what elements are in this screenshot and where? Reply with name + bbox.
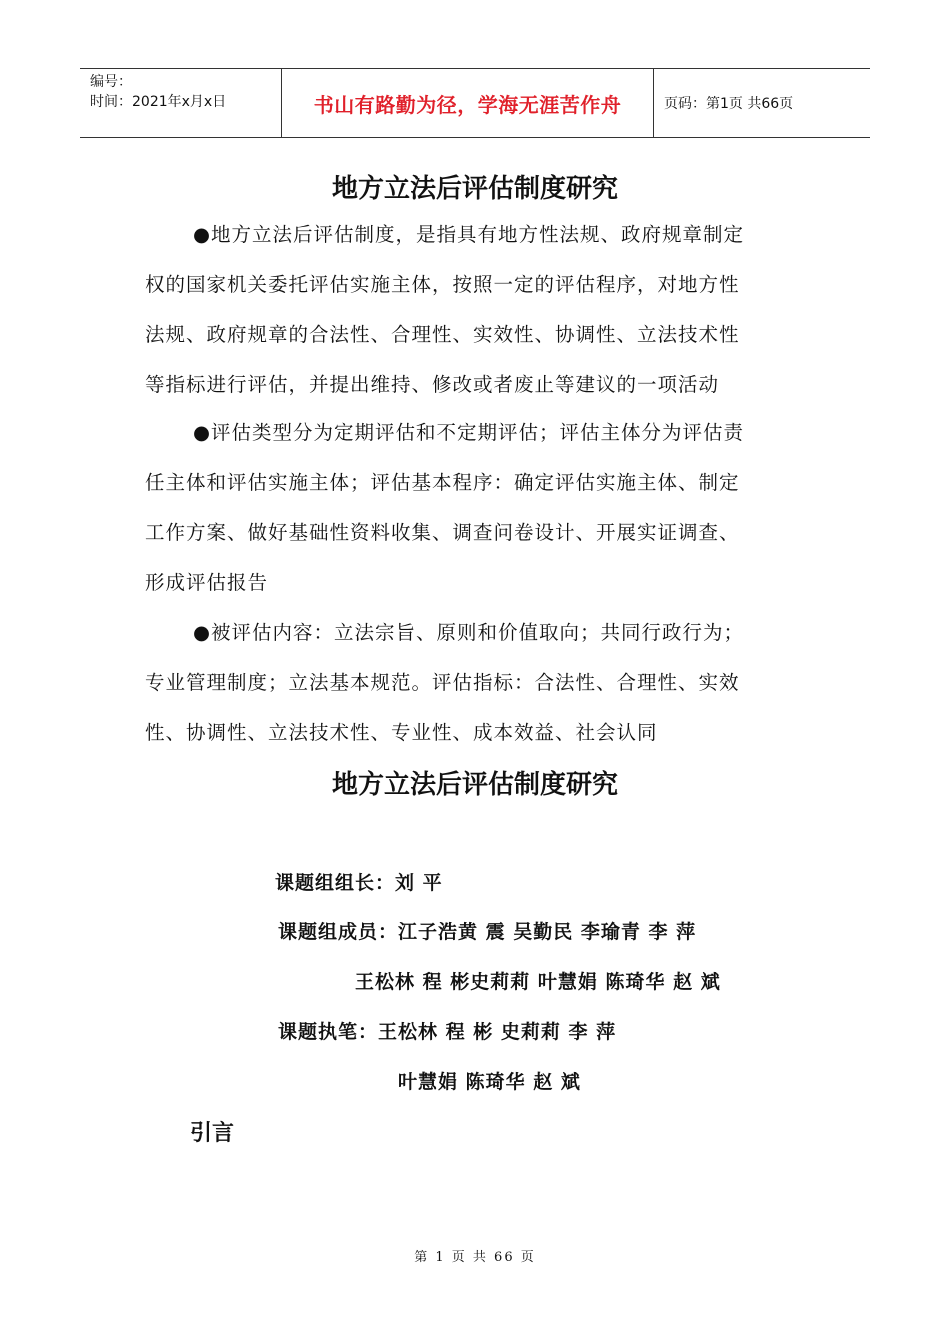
header-page-info: 页码：第1页 共66页 — [664, 96, 794, 112]
paragraph-line: 性、协调性、立法技术性、专业性、成本效益、社会认同 — [145, 721, 658, 744]
paragraph-line: ●地方立法后评估制度，是指具有地方性法规、政府规章制定 — [193, 223, 745, 246]
credit-writers-continued: 叶慧娟 陈琦华 赵 斌 — [398, 1071, 581, 1093]
page-footer: 第 1 页 共 66 页 — [414, 1250, 536, 1265]
paragraph-line: 形成评估报告 — [145, 571, 269, 594]
summary-paragraph — [145, 408, 795, 608]
paragraph-line: 专业管理制度；立法基本规范。评估指标：合法性、合理性、实效 — [145, 671, 740, 694]
section-heading-intro: 引言 — [190, 1121, 235, 1146]
paragraph-line: ●评估类型分为定期评估和不定期评估；评估主体分为评估责 — [193, 421, 745, 444]
summary-title: 地方立法后评估制度研究 — [331, 174, 618, 204]
paragraph-line: 等指标进行评估，并提出维持、修改或者废止等建议的一项活动 — [145, 373, 720, 396]
credit-team-members: 课题组成员：江子浩黄 震 吴勤民 李瑜青 李 萍 — [278, 921, 697, 943]
credit-writers: 课题执笔：王松林 程 彬 史莉莉 李 萍 — [278, 1021, 617, 1043]
paragraph-line: ●被评估内容：立法宗旨、原则和价值取向；共同行政行为； — [193, 621, 745, 644]
header-meta — [80, 69, 282, 137]
header-motto: 书山有路勤为径，学海无涯苦作舟 — [313, 92, 622, 117]
paragraph-line: 任主体和评估实施主体；评估基本程序：确定评估实施主体、制定 — [145, 471, 740, 494]
header-table — [80, 68, 870, 138]
paragraph-line: 权的国家机关委托评估实施主体，按照一定的评估程序，对地方性 — [145, 273, 740, 296]
document-number-label: 编号： — [90, 74, 132, 90]
document-time-label: 时间：2021年x月x日 — [90, 94, 227, 110]
paragraph-line: 法规、政府规章的合法性、合理性、实效性、协调性、立法技术性 — [145, 323, 740, 346]
paragraph-line: 工作方案、做好基础性资料收集、调查问卷设计、开展实证调查、 — [145, 521, 740, 544]
header-motto-cell — [282, 69, 654, 137]
credit-team-members-continued: 王松林 程 彬史莉莉 叶慧娟 陈琦华 赵 斌 — [355, 971, 721, 993]
summary-paragraph — [145, 210, 795, 410]
report-title: 地方立法后评估制度研究 — [331, 770, 618, 800]
credit-team-leader: 课题组组长：刘 平 — [275, 872, 443, 894]
summary-paragraph — [145, 608, 795, 758]
